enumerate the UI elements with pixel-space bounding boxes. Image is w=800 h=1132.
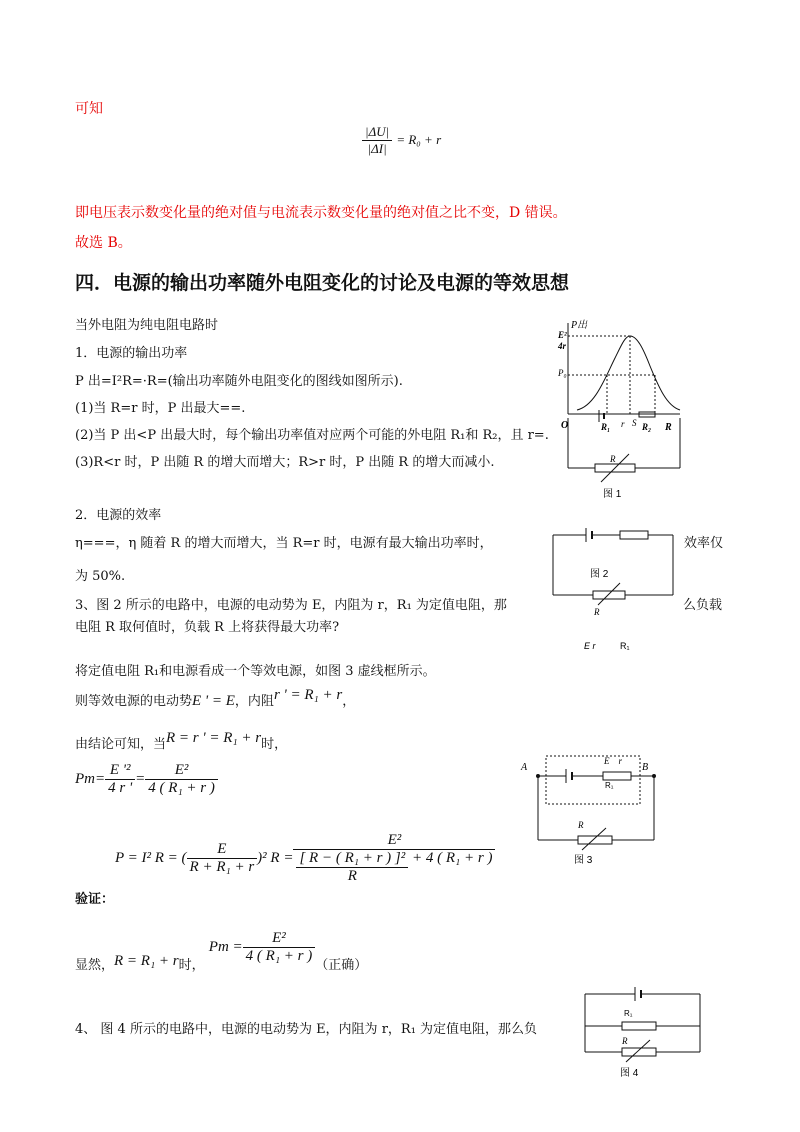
p-f2-den-a: [ R − ( R₁ + r ) ]² [296,850,408,868]
pure-resistor-lead: 当外电阻为纯电阻电路时 [75,318,219,333]
fig4-rheostat-arrow [626,1040,650,1062]
figure-3 [518,750,663,868]
fig1-power-curve [577,336,680,410]
fig1-caption: 图 1 [603,489,622,500]
fig1-ylabel: P出 [571,320,588,331]
obvious-pm: Pm = [208,939,243,955]
fig2-caption: 图 2 [590,569,609,580]
eq-denominator: |ΔI| [367,141,387,156]
item4-p1: 4、 图 4 所示的电路中，电源的电动势为 E，内阻为 r，R₁ 为定值电阻，那么负 [75,1022,538,1037]
fig1-xlabel: R [665,422,672,433]
fig1-rheostat-label: R [610,454,616,464]
item3-p3: 将定值电阻 R₁和电源看成一个等效电源，如图 3 虚线框所示。 [75,664,436,679]
fig3-rheostat-label: R [578,820,584,830]
obvious-line [75,930,368,973]
item3-p2: 电阻 R 取何值时，负载 R 上将获得最大功率? [75,620,340,635]
pm-lhs: Pm [75,770,95,787]
figure-4 [580,982,705,1082]
fig2-rheostat-arrow [598,583,620,605]
item1-p3: (2)当 P 出<P 出最大时，每个输出功率值对应两个可能的外电阻 R₁和 R₂，且 r=. [75,428,549,443]
equiv-emf-eq: E ' = E [192,693,235,709]
fig4-rheostat-label: R [622,1036,628,1046]
verify-label: 验证： [75,892,115,907]
conclusion-text: 即电压表示数变化量的绝对值与电流表示数变化量的绝对值之比不变，D 错误。 [75,205,567,221]
obvious-when: 时， [178,958,205,973]
item1-p2: (1)当 R=r 时，P 出最大==. [75,401,246,416]
fig4-caption: 图 4 [620,1068,639,1079]
item2-p1: η===，η 随着 R 的增大而增大，当 R=r 时，电源有最大输出功率时， [75,536,493,551]
fig4-resistor-r1 [622,1022,656,1030]
equiv-r-label: ，内阻 [234,694,274,709]
item1-p1: P 出=I²R=·R=(输出功率随外电阻变化的图线如图所示). [75,374,403,389]
fig1-xtick-r1: R₁ [601,422,611,432]
pm-f2-den: 4 ( R₁ + r ) [148,780,215,796]
p-mid: )² R = [257,849,294,866]
item3-p4 [75,687,356,710]
fig4-rheostat [622,1048,656,1056]
p-equation [115,832,495,885]
item3-p1: 3、图 2 所示的电路中，电源的电动势为 E，内阻为 r，R₁ 为定值电阻，那 [75,598,507,613]
fig1-ytick-max-den: 4r [558,341,567,351]
fig3-r1-label: R₁ [605,781,614,790]
pm-equation: Pm= $\frac{\text{E '²}}{4 r '}$ = $\frac{\text{E²}}{\text{4 ( R₁ + r )}}$ [75,762,218,797]
equiv-emf-label: 则等效电源的电动势 [75,694,193,709]
fig3-rheostat-arrow [582,828,606,850]
condition-eq: R = r ' = R₁ + r [166,730,262,746]
eq-numerator: |ΔU| [362,124,392,141]
obvious-den: 4 ( R₁ + r ) [245,948,313,964]
p-f2-num: E² [293,832,495,850]
fig3-caption: 图 3 [574,855,593,866]
obvious-correct: （正确） [315,958,368,973]
fig1-s: S [632,418,637,428]
item2-p1-tail: 效率仅 [684,536,724,551]
fig3-er-label: E r [604,756,622,766]
obvious-label: 显然， [75,958,115,973]
fig2-resistor-r1 [620,531,648,539]
fig4-r1-label: R₁ [624,1009,633,1018]
p-f2-den-c: + 4 ( R₁ + r ) [412,850,493,866]
equation-delta-ratio [362,124,441,157]
fig3-label-b: B [642,762,649,773]
fig3-node-a [536,774,540,778]
condition-label: 由结论可知，当 [75,737,167,752]
intro-line: 可知 [75,101,103,117]
p-f1-num: E [187,841,258,859]
item3-p1-tail: 么负载 [683,598,723,613]
fig2-r1-label: R₁ [620,641,630,651]
figure-2 [548,525,678,655]
fig1-ytick-max-num: E² [558,330,567,340]
fig3-label-a: A [521,762,528,773]
fig2-rheostat [593,591,625,599]
item1-heading: 1．电源的输出功率 [75,346,188,361]
fig3-node-b [652,774,656,778]
fig1-origin: O [561,420,569,431]
fig1-xtick-r: r [621,419,625,429]
item2-heading: 2．电源的效率 [75,508,162,523]
answer-text: 故选 B。 [75,235,132,251]
item1-p4: (3)R<r 时，P 出随 R 的增大而增大；R>r 时，P 出随 R 的增大而减小. [75,455,495,470]
section-title: 四．电源的输出功率随外电阻变化的讨论及电源的等效思想 [75,272,570,294]
comma: ， [342,694,356,709]
fig2-er-label: E r [584,641,596,651]
figure-1 [555,318,695,503]
fig1-xtick-r2: R₂ [642,422,652,432]
pm-f1-num: E '² [105,762,135,780]
eq-rhs: = R₀ + r [396,132,442,147]
fig2-rheostat-label: R [594,607,600,617]
fig1-ytick-p0: P₀ [558,368,567,378]
item2-p2: 为 50%. [75,569,126,584]
p-lhs: P = I² R = ( [115,849,187,866]
p-f2-den-b: R [347,868,357,884]
condition-when: 时， [261,737,288,752]
fig3-resistor-r1 [603,772,631,780]
obvious-num: E² [243,930,316,948]
obvious-eq: R = R₁ + r [114,953,179,969]
p-f1-den: R + R₁ + r [189,859,255,875]
pm-f1-den: 4 r ' [108,780,133,796]
item3-p5 [75,730,288,753]
pm-f2-num: E² [145,762,218,780]
equiv-r-eq: r ' = R₁ + r [273,687,343,703]
fig3-rheostat [578,836,612,844]
